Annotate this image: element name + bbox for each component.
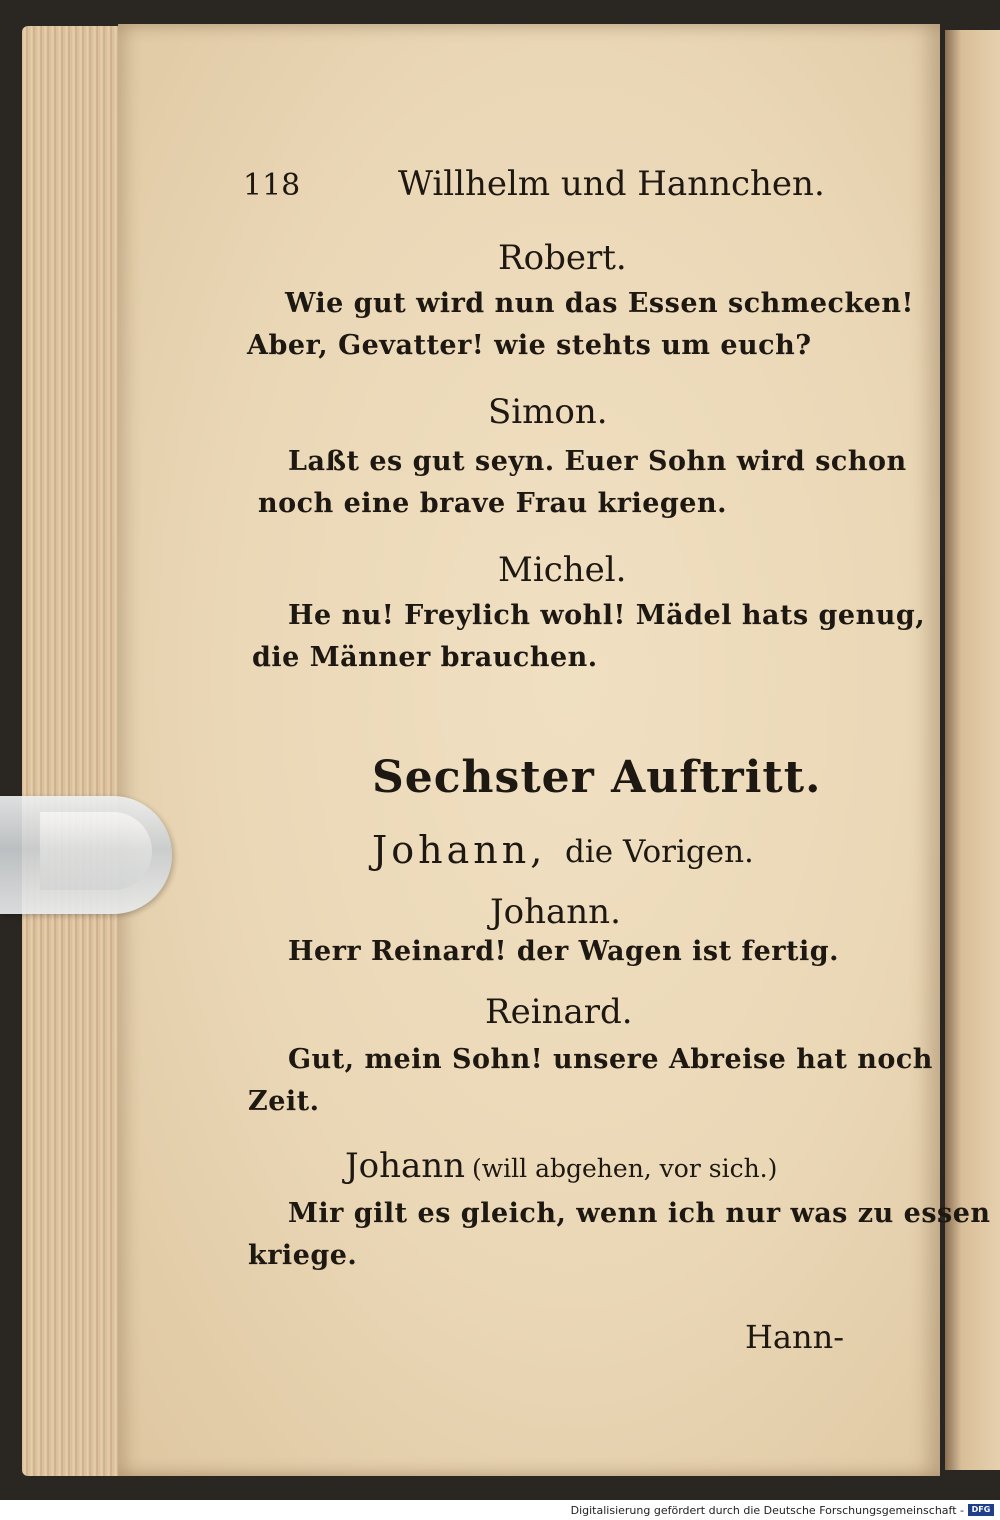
- dialogue-line: die Männer brauchen.: [252, 642, 598, 673]
- catchword: Hann-: [745, 1318, 845, 1356]
- dialogue-line: kriege.: [248, 1240, 358, 1271]
- dialogue-line: Herr Reinard! der Wagen ist fertig.: [288, 936, 839, 967]
- dialogue-line: Zeit.: [248, 1086, 320, 1117]
- dialogue-line: noch eine brave Frau kriegen.: [258, 488, 728, 519]
- footer: [0, 1500, 1000, 1520]
- dfg-logo: DFG: [968, 1504, 994, 1516]
- speaker-simon: Simon.: [488, 392, 608, 432]
- cast-name: Johann,: [372, 828, 547, 872]
- page-clip: [0, 796, 172, 914]
- dialogue-line: Gut, mein Sohn! unsere Abreise hat noch: [288, 1044, 933, 1075]
- cast-list: die Vorigen.: [565, 834, 754, 870]
- dialogue-line: Wie gut wird nun das Essen schmecken!: [285, 288, 914, 319]
- speaker-johann: Johann: [345, 1146, 466, 1186]
- scene-title: Sechster Auftritt.: [372, 752, 822, 803]
- footer-credit: Digitalisierung gefördert durch die Deutsche Forschungsgemeinschaft -: [570, 1504, 964, 1517]
- speaker-michel: Michel.: [498, 550, 627, 590]
- dialogue-line: Mir gilt es gleich, wenn ich nur was zu essen: [288, 1198, 991, 1229]
- dialogue-line: He nu! Freylich wohl! Mädel hats genug,: [288, 600, 926, 631]
- stage-direction: (will abgehen, vor sich.): [472, 1154, 778, 1183]
- speaker-reinard: Reinard.: [485, 992, 633, 1032]
- page-number: 118: [243, 168, 301, 203]
- speaker-johann: Johann.: [490, 892, 621, 932]
- running-title: Willhelm und Hannchen.: [398, 164, 825, 204]
- clip-highlight: [40, 812, 152, 890]
- facing-page-edge: [945, 30, 1000, 1470]
- speaker-robert: Robert.: [498, 238, 627, 278]
- dialogue-line: Laßt es gut seyn. Euer Sohn wird schon: [288, 446, 907, 477]
- dialogue-line: Aber, Gevatter! wie stehts um euch?: [247, 330, 812, 361]
